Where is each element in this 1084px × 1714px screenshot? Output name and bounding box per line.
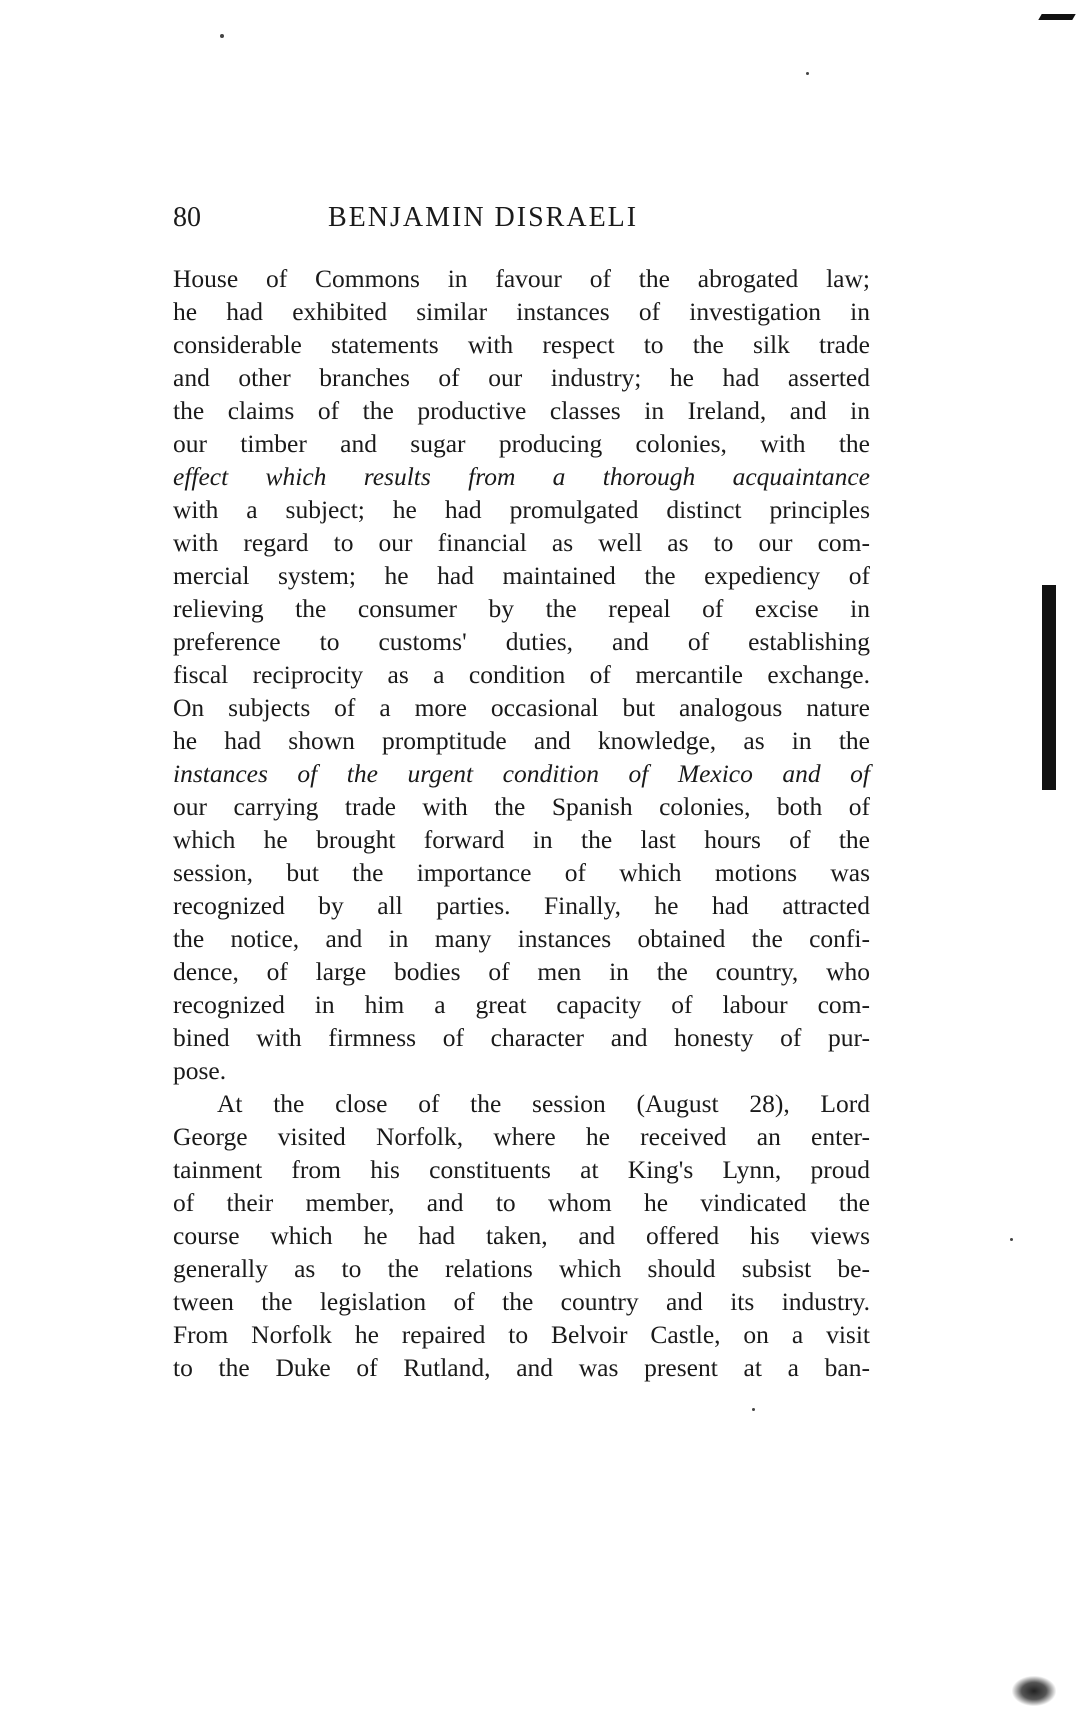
text-line: recognized in him a great capacity of labour com- <box>173 990 870 1019</box>
text-line: bined with firmness of character and honesty of pur- <box>173 1023 870 1052</box>
text-line: tween the legislation of the country and its industry. <box>173 1287 870 1316</box>
text-line: House of Commons in favour of the abrogated law; <box>173 264 870 293</box>
text-line: effect which results from a thorough acquaintance <box>173 462 870 491</box>
body-text <box>173 262 870 1384</box>
text-line: our timber and sugar producing colonies, with the <box>173 429 870 458</box>
text-line: considerable statements with respect to the silk trade <box>173 330 870 359</box>
text-line: mercial system; he had maintained the expediency of <box>173 561 870 590</box>
text-line: session, but the importance of which motions was <box>173 858 870 887</box>
running-title: BENJAMIN DISRAELI <box>328 202 639 233</box>
text-line: dence, of large bodies of men in the country, who <box>173 957 870 986</box>
page-number: 80 <box>173 202 201 233</box>
scan-artifact-corner <box>1038 14 1075 20</box>
scan-speck <box>806 72 809 75</box>
text-line: generally as to the relations which should subsist be- <box>173 1254 870 1283</box>
text-line: the notice, and in many instances obtained the confi- <box>173 924 870 953</box>
scan-speck <box>752 1408 755 1411</box>
text-line: the claims of the productive classes in Ireland, and in <box>173 396 870 425</box>
scan-speck <box>1010 1238 1013 1241</box>
text-line: fiscal reciprocity as a condition of mercantile exchange. <box>173 660 870 689</box>
text-line: At the close of the session (August 28), Lord <box>217 1089 870 1118</box>
scan-artifact-margin-bar <box>1042 585 1056 790</box>
text-line: he had exhibited similar instances of investigation in <box>173 297 870 326</box>
text-line: relieving the consumer by the repeal of excise in <box>173 594 870 623</box>
text-line: preference to customs' duties, and of establishing <box>173 627 870 656</box>
text-line: our carrying trade with the Spanish colonies, both of <box>173 792 870 821</box>
scan-artifact-smudge <box>1012 1676 1056 1706</box>
text-line: From Norfolk he repaired to Belvoir Castle, on a visit <box>173 1320 870 1349</box>
scan-speck <box>220 34 224 38</box>
text-line: with a subject; he had promulgated distinct principles <box>173 495 870 524</box>
text-line: which he brought forward in the last hours of the <box>173 825 870 854</box>
text-line: and other branches of our industry; he had asserted <box>173 363 870 392</box>
text-line: tainment from his constituents at King's Lynn, proud <box>173 1155 870 1184</box>
text-line: George visited Norfolk, where he received an enter- <box>173 1122 870 1151</box>
text-line: pose. <box>173 1056 227 1085</box>
text-line: of their member, and to whom he vindicated the <box>173 1188 870 1217</box>
text-line: to the Duke of Rutland, and was present at a ban- <box>173 1353 870 1382</box>
text-line: On subjects of a more occasional but analogous nature <box>173 693 870 722</box>
text-line: recognized by all parties. Finally, he had attracted <box>173 891 870 920</box>
text-line: with regard to our financial as well as to our com- <box>173 528 870 557</box>
text-line: he had shown promptitude and knowledge, as in the <box>173 726 870 755</box>
text-line: instances of the urgent condition of Mexico and of <box>173 759 870 788</box>
text-line: course which he had taken, and offered his views <box>173 1221 870 1250</box>
page-header <box>173 198 873 238</box>
